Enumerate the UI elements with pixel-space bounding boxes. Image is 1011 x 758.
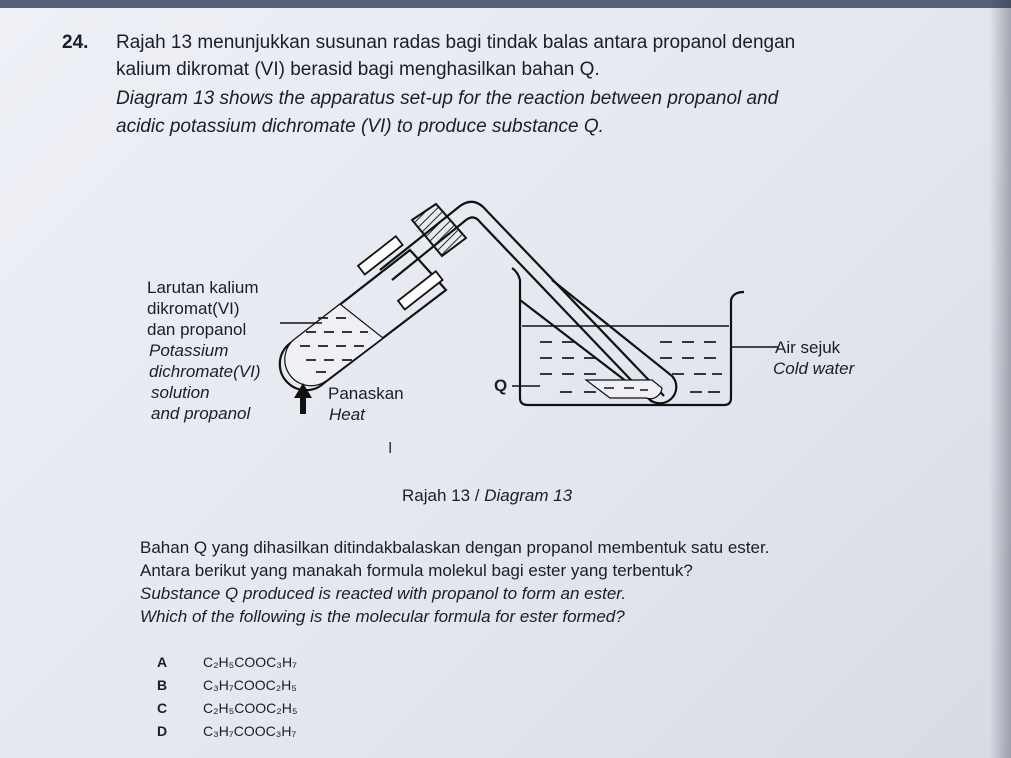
label-water-malay: Air sejuk — [775, 338, 841, 357]
caption-malay: Rajah 13 / — [402, 486, 485, 505]
option-formula: C₂H₅COOC₂H₅ — [203, 700, 298, 716]
label-water-english: Cold water — [773, 359, 855, 378]
caption-english: Diagram 13 — [484, 486, 573, 505]
distillate-q — [586, 380, 662, 399]
label-solution-english-3: solution — [151, 383, 210, 402]
question-number: 24. — [62, 32, 89, 53]
option-letter: D — [157, 723, 168, 739]
stem-malay-line-1: Bahan Q yang dihasilkan ditindakbalaskan dengan propanol membentuk satu ester. — [140, 538, 770, 557]
diagram-caption — [402, 486, 572, 506]
solution-liquid — [285, 304, 383, 386]
option-c[interactable] — [157, 700, 297, 716]
label-solution-english-2: dichromate(VI) — [149, 362, 261, 381]
question-english-line-1: Diagram 13 shows the apparatus set-up for the reaction between propanol and — [116, 88, 779, 109]
option-a[interactable] — [157, 654, 297, 670]
stem-english-line-1: Substance Q produced is reacted with propanol to form an ester. — [140, 584, 627, 603]
label-solution-english-4: and propanol — [151, 404, 251, 423]
label-q: Q — [494, 376, 508, 395]
stem-english-line-2: Which of the following is the molecular formula for ester formed? — [140, 607, 625, 626]
option-formula: C₂H₅COOC₃H₇ — [203, 654, 297, 670]
label-solution-malay-3: dan propanol — [147, 320, 247, 339]
label-heat-english: Heat — [329, 405, 365, 424]
option-b[interactable] — [157, 677, 297, 693]
label-solution-malay-1: Larutan kalium — [147, 278, 259, 297]
option-letter: C — [157, 700, 168, 716]
question-english-line-2: acidic potassium dichromate (VI) to produce substance Q. — [116, 116, 604, 137]
question-malay-line-1: Rajah 13 menunjukkan susunan radas bagi tindak balas antara propanol dengan — [116, 32, 796, 53]
option-d[interactable] — [157, 723, 296, 739]
question-malay-line-2: kalium dikromat (VI) berasid bagi menghasilkan bahan Q. — [116, 59, 600, 80]
option-formula: C₃H₇COOC₂H₅ — [203, 677, 297, 693]
label-solution-english-1: Potassium — [149, 341, 229, 360]
edge-shadow — [989, 0, 1011, 758]
label-solution-malay-2: dikromat(VI) — [147, 299, 240, 318]
option-letter: B — [157, 677, 168, 693]
label-heat-malay: Panaskan — [328, 384, 404, 403]
option-formula: C₃H₇COOC₃H₇ — [203, 723, 297, 739]
text-cursor-icon: I — [388, 440, 393, 457]
stem-malay-line-2: Antara berikut yang manakah formula molekul bagi ester yang terbentuk? — [140, 561, 693, 580]
option-letter: A — [157, 654, 168, 670]
rubber-stopper — [412, 204, 466, 256]
